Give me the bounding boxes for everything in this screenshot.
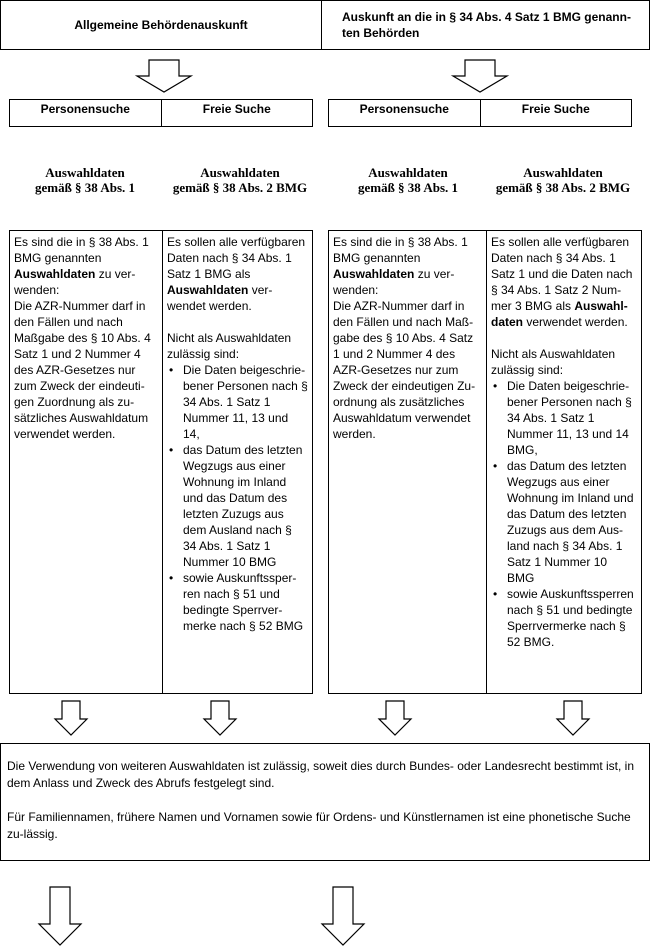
down-arrow-icon [452, 59, 508, 93]
down-arrow-icon [378, 700, 412, 736]
selection-heading-2: Auswahldaten gemäß § 38 Abs. 2 BMG [172, 165, 308, 195]
list-item: • das Datum des letzten Wegzugs aus einer Wohnung im Inland und das Datum des letzten Zuzugs aus dem Aus-land nach § 34 Abs. 1 Satz 1 Nummer 10 BMG [491, 458, 637, 586]
section34-authority-info-label: Auskunft an die in § 34 Abs. 4 Satz 1 BMG genann-ten Behörden [342, 10, 631, 40]
tab-freie-suche-left[interactable]: Freie Suche [161, 100, 313, 126]
down-arrow-icon [203, 700, 237, 736]
down-arrow-icon [321, 886, 365, 946]
list-item: • das Datum des letzten Wegzugs aus einer Wohnung im Inland und das Datum des letzten Zuzugs aus dem Ausland nach § 34 Abs. 1 Satz 1 Nummer 10 BMG [167, 442, 308, 570]
down-arrow-icon [136, 59, 192, 93]
section34-authority-info-box [321, 0, 650, 50]
list-item: • sowie Auskunftssper-ren nach § 51 und bedingte Sperrver-merke nach § 52 BMG [167, 570, 308, 634]
tab-personensuche-right[interactable]: Personensuche [359, 102, 449, 116]
tab-freie-suche-right[interactable]: Freie Suche [480, 100, 632, 126]
col3-text: Es sind die in § 38 Abs. 1 BMG genannten Auswahldaten zu ver-wenden: Die AZR-Nummer darf in den Fällen und nach Maß-gabe des § 10 Abs. 4 Satz 1 und 2 Nummer 4 des AZR-Gesetzes nur zum Zweck der eindeutigen Zu-ordnung als zusätzliches Auswahldatum verwendet werden. [333, 235, 476, 441]
left-search-tabs [9, 99, 313, 127]
col4-text: Es sollen alle verfügbaren Daten nach § 34 Abs. 1 Satz 1 und die Daten nach § 34 Abs. 1 Satz 2 Num-mer 3 BMG als Auswahl-daten verwendet werden. Nicht als Auswahldaten zulässig sind: • Die Daten beigeschrie-bener Personen nach § 34 Abs. 1 Satz 1 Nummer 11, 13 und 14 BMG, • das Datum des letzten Wegzugs aus einer Wohnung im Inland und das Datum des letzten Zuzugs aus dem Aus-land nach § 34 Abs. 1 Satz 1 Nummer 10 BMG • sowie Auskunftssperren nach § 51 und bedingte Sperrvermerke nach § 52 BMG. [486, 231, 641, 693]
bottom-paragraph-2: Für Familiennamen, frühere Namen und Vornamen sowie für Ordens- und Künstlernamen ist eine phonetische Suche zu-lässig. [7, 810, 631, 841]
col1-text: Es sind die in § 38 Abs. 1 BMG genannten Auswahldaten zu ver-wenden: Die AZR-Nummer darf in den Fällen und nach Maßgabe des § 10 Abs. 4 Satz 1 und 2 Nummer 4 des AZR-Gesetzes nur zum Zweck der eindeuti-gen Zuordnung als zu-sätzliches Auswahldatum verwendet werden. [14, 235, 151, 441]
selection-heading-4: Auswahldaten gemäß § 38 Abs. 2 BMG [495, 165, 631, 195]
general-authority-info-label: Allgemeine Behördenauskunft [74, 18, 248, 32]
tab-personensuche-left[interactable]: Personensuche [40, 102, 130, 116]
selection-heading-1: Auswahldaten gemäß § 38 Abs. 1 [34, 165, 136, 195]
down-arrow-icon [38, 886, 82, 946]
bottom-paragraph-1: Die Verwendung von weiteren Auswahldaten ist zulässig, soweit dies durch Bundes- oder Landesrecht bestimmt ist, in dem Anlass und Zweck des Abrufs festgelegt sind. [7, 759, 635, 790]
col4-bullet-list [491, 378, 637, 650]
down-arrow-icon [556, 700, 590, 736]
left-content-box [9, 230, 313, 694]
list-item: • Die Daten beigeschrie-bener Personen nach § 34 Abs. 1 Satz 1 Nummer 11, 13 und 14 BMG, [491, 378, 637, 458]
down-arrow-icon [54, 700, 88, 736]
list-item: • sowie Auskunftssperren nach § 51 und bedingte Sperrvermerke nach § 52 BMG. [491, 586, 637, 650]
right-content-box [328, 230, 642, 694]
list-item: • Die Daten beigeschrie-bener Personen nach § 34 Abs. 1 Satz 1 Nummer 11, 13 und 14, [167, 362, 308, 442]
right-search-tabs [328, 99, 632, 127]
selection-heading-3: Auswahldaten gemäß § 38 Abs. 1 [357, 165, 459, 195]
additional-selection-data-box [0, 743, 650, 861]
col2-text: Es sollen alle verfügbaren Daten nach § 34 Abs. 1 Satz 1 BMG als Auswahldaten ver-wendet werden. Nicht als Auswahldaten zulässig sind: • Die Daten beigeschrie-bener Personen nach § 34 Abs. 1 Satz 1 Nummer 11, 13 und 14, • das Datum des letzten Wegzugs aus einer Wohnung im Inland und das Datum des letzten Zuzugs aus dem Ausland nach § 34 Abs. 1 Satz 1 Nummer 10 BMG • sowie Auskunftssper-ren nach § 51 und bedingte Sperrver-merke nach § 52 BMG [162, 231, 312, 693]
col2-bullet-list [167, 362, 308, 634]
general-authority-info-box [0, 0, 322, 50]
